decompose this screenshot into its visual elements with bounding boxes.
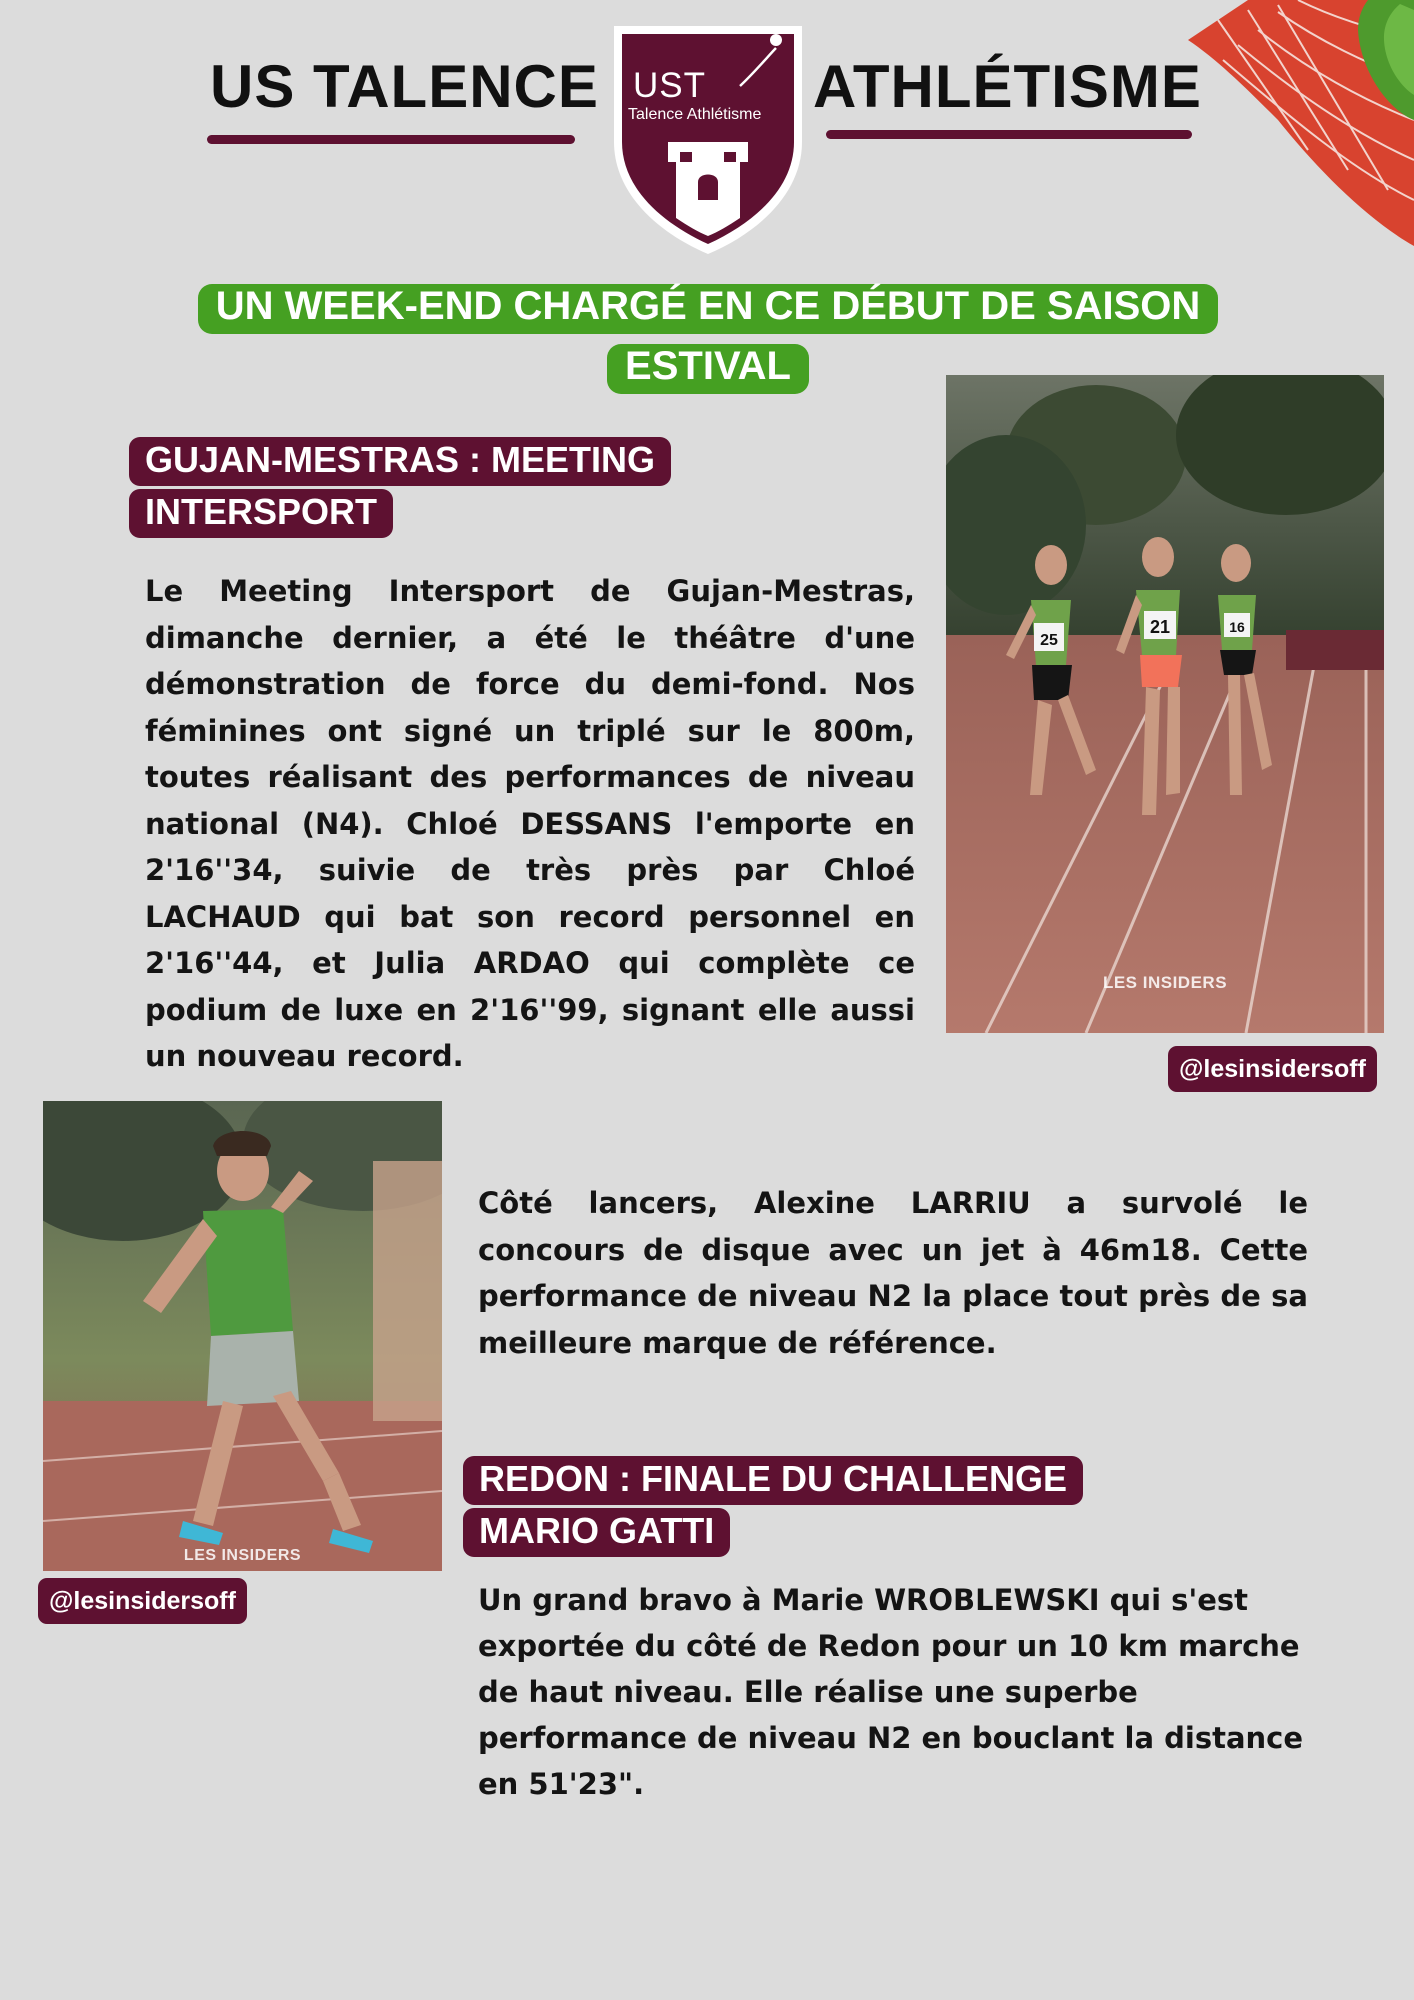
section-heading-redon-text: REDON : FINALE DU CHALLENGE MARIO GATTI <box>463 1456 1083 1557</box>
logo-main-text: UST <box>633 66 706 105</box>
photo-watermark-2: LES INSIDERS <box>183 1547 302 1564</box>
section-heading-gujan <box>129 434 689 538</box>
photo-watermark: LES INSIDERS <box>1102 973 1228 992</box>
section-heading-gujan-text: GUJAN-MESTRAS : MEETING INTERSPORT <box>129 437 671 538</box>
paragraph-redon: Un grand bravo à Marie WROBLEWSKI qui s'est exportée du côté de Redon pour un 10 km marche de haut niveau. Elle réalise une superbe performance de niveau N2 en bouclant la distance en 51'23". <box>478 1583 1304 1801</box>
discipline-title: ATHLÉTISME <box>813 53 1202 120</box>
bib-16: 16 <box>1229 619 1245 635</box>
photo-sprinter <box>43 1101 442 1571</box>
title-underline-right <box>826 130 1192 139</box>
shield-crest-icon <box>610 22 806 258</box>
running-track-decoration <box>1188 0 1414 246</box>
photo-credit-tag-2: @lesinsidersoff <box>38 1578 247 1624</box>
bib-25: 25 <box>1040 632 1058 649</box>
main-heading-text: UN WEEK-END CHARGÉ EN CE DÉBUT DE SAISON ESTIVAL <box>198 284 1219 394</box>
club-logo <box>610 22 806 258</box>
bib-21: 21 <box>1149 617 1171 637</box>
sprinter-image <box>43 1101 442 1571</box>
photo-credit-tag: @lesinsidersoff <box>1168 1046 1377 1092</box>
runners-image <box>946 375 1384 1033</box>
paragraph-gujan: Le Meeting Intersport de Gujan-Mestras, dimanche dernier, a été le théâtre d'une démonstration de force du demi-fond. Nos féminines ont signé un triplé sur le 800m, toutes réalisant des performances de niveau national (N4). Chloé DESSANS l'emporte en 2'16''34, suivie de très près par Chloé LACHAUD qui bat son record personnel en 2'16''44, et Julia ARDAO qui complète ce podium de luxe en 2'16''99, signant elle aussi un nouveau record. <box>145 574 915 1073</box>
club-name-title: US TALENCE <box>210 53 599 120</box>
title-underline-left <box>207 135 575 144</box>
logo-sub-text: Talence Athlétisme <box>628 106 762 123</box>
photo-800m-runners <box>946 375 1384 1033</box>
paragraph-lancers: Côté lancers, Alexine LARRIU a survolé le concours de disque avec un jet à 46m18. Cette performance de niveau N2 la place tout près de sa meilleure marque de référence. <box>478 1186 1308 1360</box>
section-heading-redon <box>463 1453 1103 1557</box>
